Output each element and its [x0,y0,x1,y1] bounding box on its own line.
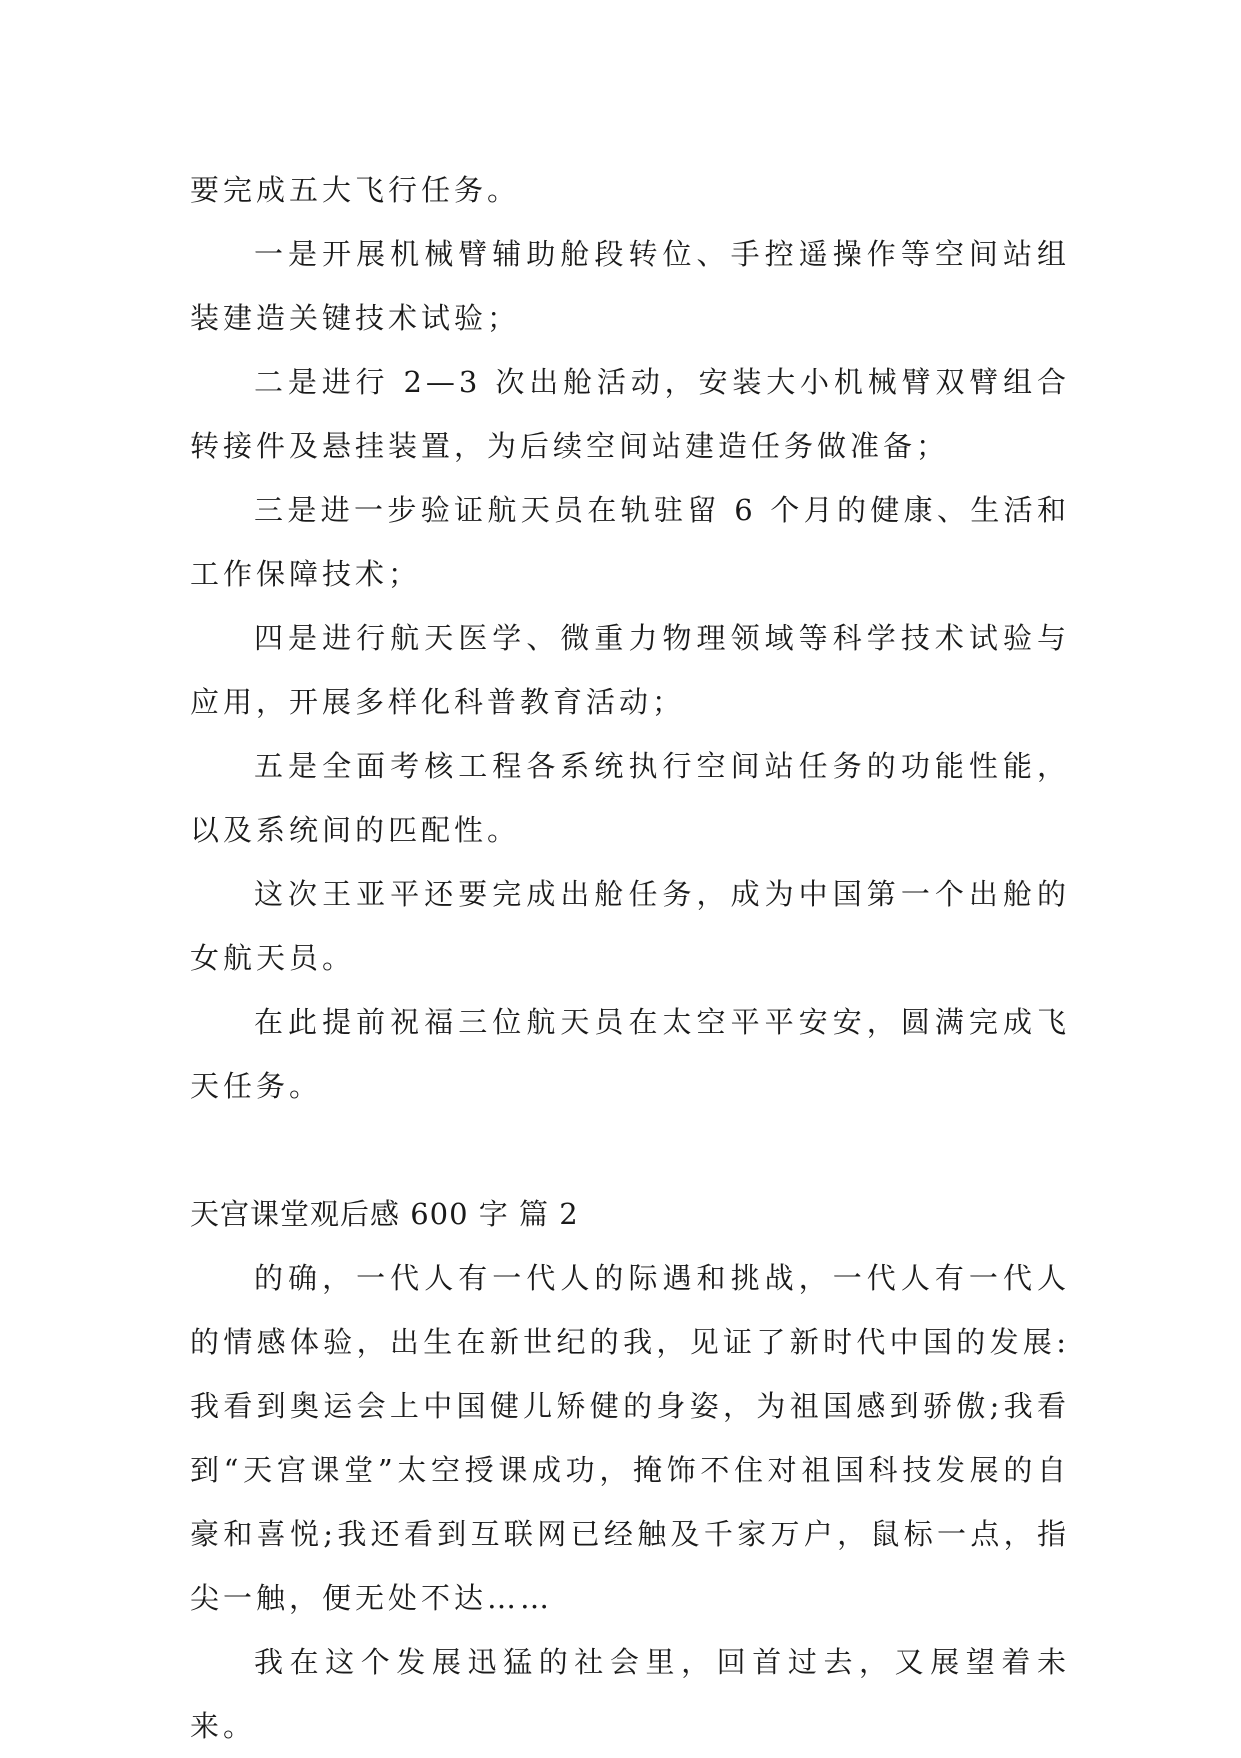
paragraph-task-one: 一是开展机械臂辅助舱段转位、手控遥操作等空间站组装建造关键技术试验； [190,237,1070,335]
paragraph-task-two: 二是进行 2—3 次出舱活动，安装大小机械臂双臂组合转接件及悬挂装置，为后续空间站建造任务做准备； [190,365,1070,463]
paragraph-reflection: 的确，一代人有一代人的际遇和挑战，一代人有一代人的情感体验，出生在新世纪的我，见证了新时代中国的发展:我看到奥运会上中国健儿矫健的身姿，为祖国感到骄傲;我看到“天宫课堂”太空授课成功，掩饰不住对祖国科技发展的自豪和喜悦;我还看到互联网已经触及千家万户，鼠标一点，指尖一触，便无处不达…… [190,1261,1070,1615]
paragraph-task-five: 五是全面考核工程各系统执行空间站任务的功能性能，以及系统间的匹配性。 [190,749,1070,847]
paragraph-continuation: 要完成五大飞行任务。 [190,173,521,207]
paragraph-wang-yaping: 这次王亚平还要完成出舱任务，成为中国第一个出舱的女航天员。 [190,877,1070,975]
section-heading: 天宫课堂观后感 600 字 篇 2 [190,1197,579,1231]
paragraph-blessing: 在此提前祝福三位航天员在太空平平安安，圆满完成飞天任务。 [190,1005,1070,1103]
paragraph-task-three: 三是进一步验证航天员在轨驻留 6 个月的健康、生活和工作保障技术； [190,493,1070,591]
paragraph-task-four: 四是进行航天医学、微重力物理领域等科学技术试验与应用，开展多样化科普教育活动； [190,621,1070,719]
document-body [190,158,1070,1758]
paragraph-closing: 我在这个发展迅猛的社会里，回首过去，又展望着未来。 [190,1645,1070,1743]
